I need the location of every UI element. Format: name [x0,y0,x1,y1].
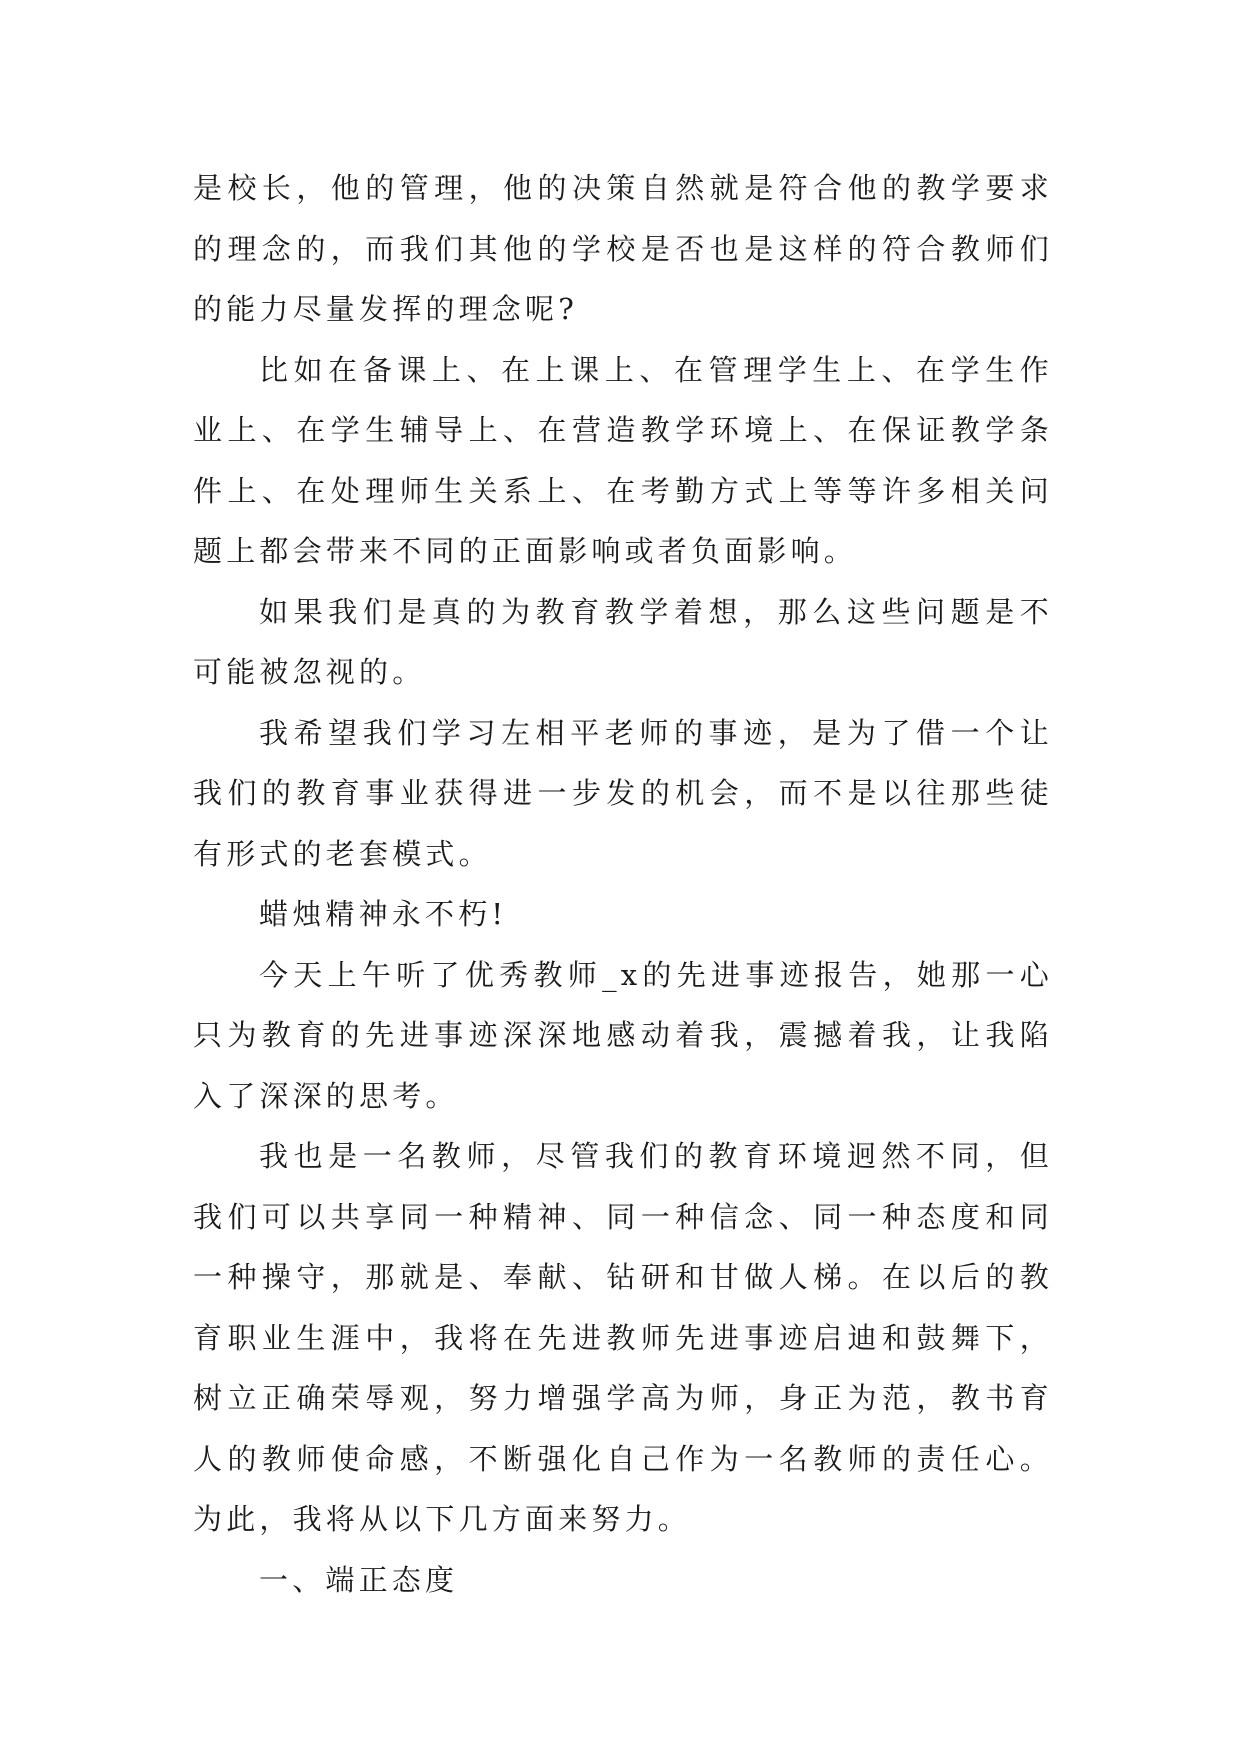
paragraph-2: 比如在备课上、在上课上、在管理学生上、在学生作业上、在学生辅导上、在营造教学环境上、在保证教学条件上、在处理师生关系上、在考勤方式上等等许多相关问题上都会带来不同的正面影响或者负面影响。 [193,352,1053,568]
document-body [193,158,1053,1610]
paragraph-5: 蜡烛精神永不朽! [259,897,508,931]
paragraph-6: 今天上午听了优秀教师_x的先进事迹报告，她那一心只为教育的先进事迹深深地感动着我，震撼着我，让我陷入了深深的思考。 [193,957,1053,1113]
paragraph-4: 我希望我们学习左相平老师的事迹，是为了借一个让我们的教育事业获得进一步发的机会，而不是以往那些徒有形式的老套模式。 [193,715,1053,871]
section-heading: 一、端正态度 [259,1562,459,1597]
paragraph-7: 我也是一名教师，尽管我们的教育环境迥然不同，但我们可以共享同一种精神、同一种信念、同一种态度和同一种操守，那就是、奉献、钻研和甘做人梯。在以后的教育职业生涯中，我将在先进教师先进事迹启迪和鼓舞下，树立正确荣辱观，努力增强学高为师，身正为范，教书育人的教师使命感，不断强化自己作为一名教师的责任心。为此，我将从以下几方面来努力。 [193,1139,1053,1536]
paragraph-1: 是校长，他的管理，他的决策自然就是符合他的教学要求的理念的，而我们其他的学校是否也是这样的符合教师们的能力尽量发挥的理念呢? [193,171,1053,326]
paragraph-3: 如果我们是真的为教育教学着想，那么这些问题是不可能被忽视的。 [193,594,1053,689]
